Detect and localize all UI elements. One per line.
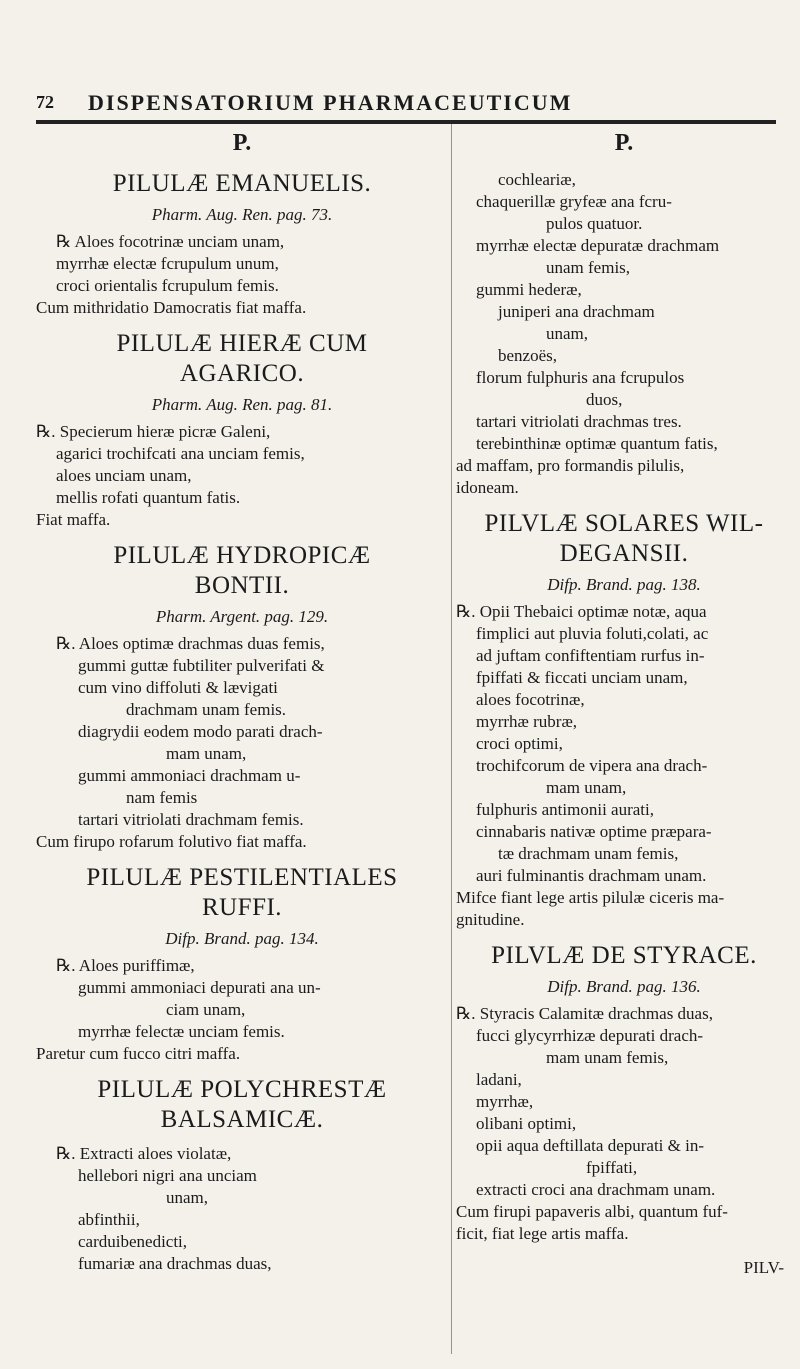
text-line: ficit, fiat lege artis maffa. [456, 1224, 629, 1243]
text-line: cum vino diffoluti & lævigati [78, 678, 278, 697]
text-line: extracti croci ana drachmam unam. [476, 1180, 716, 1199]
text-line: agarici trochifcati ana unciam femis, [56, 444, 305, 463]
recipe-section [36, 1075, 448, 1275]
recipe-title: PILULÆ PESTILENTIALES [86, 864, 398, 891]
text-line: ℞. Extracti aloes violatæ, [56, 1144, 232, 1163]
text-line: fulphuris antimonii aurati, [476, 800, 654, 819]
text-line: benzoës, [498, 346, 558, 365]
recipe-source: Pharm. Argent. pag. 129. [155, 607, 329, 626]
text-line: ℞. Aloes puriffimæ, [56, 956, 195, 975]
recipe-title: PILULÆ EMANUELIS. [112, 170, 372, 197]
header-rule [36, 120, 776, 124]
continued-recipe [456, 169, 792, 499]
text-line: tartari vitriolati drachmam femis. [78, 810, 304, 829]
text-line: cochleariæ, [498, 170, 576, 189]
text-line: carduibenedicti, [78, 1232, 188, 1251]
text-line: ℞. Specierum hieræ picræ Galeni, [36, 422, 271, 441]
section-letter: P. [232, 130, 252, 156]
recipe-title: RUFFI. [201, 894, 283, 921]
text-line: Cum firupo rofarum folutivo fiat maffa. [36, 832, 307, 851]
text-line: fimplici aut pluvia foluti,colati, ac [476, 624, 709, 643]
text-line: gummi ammoniaci depurati ana un- [78, 978, 321, 997]
text-line: myrrhæ felectæ unciam femis. [78, 1022, 285, 1041]
text-line: ℞. Aloes optimæ drachmas duas femis, [56, 634, 325, 653]
text-line: diagrydii eodem modo parati drach- [78, 722, 323, 741]
page-number: 72 [36, 92, 54, 112]
text-line: juniperi ana drachmam [498, 302, 655, 321]
text-line: duos, [586, 390, 623, 409]
page-header [36, 92, 776, 118]
text-line: nam femis [126, 788, 198, 807]
text-line: aloes unciam unam, [56, 466, 192, 485]
text-line: mellis rofati quantum fatis. [56, 488, 241, 507]
catchword: PILV- [743, 1258, 784, 1277]
text-line: chaquerillæ gryfeæ ana fcru- [476, 192, 672, 211]
text-line: olibani optimi, [476, 1114, 577, 1133]
text-line: gnitudine. [456, 910, 525, 929]
text-line: myrrhæ rubræ, [476, 712, 578, 731]
column-divider [451, 124, 452, 1354]
text-line: gummi hederæ, [476, 280, 582, 299]
recipe-title: PILVLÆ DE STYRACE. [491, 942, 757, 969]
text-line: myrrhæ electæ fcrupulum unum, [56, 254, 279, 273]
text-line: mam unam, [166, 744, 247, 763]
running-title: DISPENSATORIUM PHARMACEUTICUM [88, 90, 573, 115]
text-line: croci orientalis fcrupulum femis. [56, 276, 279, 295]
text-line: Cum firupi papaveris albi, quantum fuf- [456, 1202, 728, 1221]
right-column [456, 130, 792, 1279]
recipe-title: PILULÆ POLYCHRESTÆ [97, 1076, 387, 1103]
recipe-section [36, 541, 448, 853]
recipe-title: AGARICO. [179, 360, 305, 387]
text-line: terebinthinæ optimæ quantum fatis, [476, 434, 718, 453]
text-line: ℞ Aloes focotrinæ unciam unam, [56, 232, 285, 251]
recipe-source: Difp. Brand. pag. 136. [547, 977, 701, 996]
text-line: cinnabaris nativæ optime præpara- [476, 822, 712, 841]
text-line: myrrhæ, [476, 1092, 534, 1111]
recipe-source: Pharm. Aug. Ren. pag. 73. [151, 205, 333, 224]
text-line: ℞. Styracis Calamitæ drachmas duas, [456, 1004, 713, 1023]
recipe-title: BONTII. [194, 572, 290, 599]
text-line: fumariæ ana drachmas duas, [78, 1254, 272, 1273]
text-line: florum fulphuris ana fcrupulos [476, 368, 685, 387]
recipe-title: PILULÆ HIERÆ CUM [116, 330, 368, 357]
text-line: abfinthii, [78, 1210, 140, 1229]
text-line: Mifce fiant lege artis pilulæ ciceris ma- [456, 888, 725, 907]
text-line: ciam unam, [166, 1000, 246, 1019]
recipe-section [456, 941, 792, 1245]
text-line: fpiffati & ficcati unciam unam, [476, 668, 688, 687]
recipe-section [36, 863, 448, 1065]
text-line: Paretur cum fucco citri maffa. [36, 1044, 241, 1063]
recipe-title: PILVLÆ SOLARES WIL- [484, 510, 764, 537]
text-line: drachmam unam femis. [126, 700, 287, 719]
text-line: opii aqua deftillata depurati & in- [476, 1136, 705, 1155]
recipe-title: PILULÆ HYDROPICÆ [113, 542, 371, 569]
text-line: gummi ammoniaci drachmam u- [78, 766, 301, 785]
recipe-section [456, 509, 792, 931]
text-line: tartari vitriolati drachmas tres. [476, 412, 682, 431]
text-line: ad juftam confiftentiam rurfus in- [476, 646, 705, 665]
left-column [36, 130, 448, 1275]
text-line: auri fulminantis drachmam unam. [476, 866, 707, 885]
text-line: ladani, [476, 1070, 522, 1089]
text-line: Cum mithridatio Damocratis fiat maffa. [36, 298, 307, 317]
text-line: croci optimi, [476, 734, 563, 753]
text-line: unam, [546, 324, 589, 343]
text-line: trochifcorum de vipera ana drach- [476, 756, 708, 775]
text-line: mam unam femis, [546, 1048, 669, 1067]
recipe-source: Difp. Brand. pag. 134. [165, 929, 319, 948]
text-line: pulos quatuor. [546, 214, 643, 233]
text-line: mam unam, [546, 778, 627, 797]
text-line: unam, [166, 1188, 209, 1207]
text-line: Fiat maffa. [36, 510, 111, 529]
text-line: ad maffam, pro formandis pilulis, [456, 456, 685, 475]
text-line: hellebori nigri ana unciam [78, 1166, 257, 1185]
text-line: unam femis, [546, 258, 631, 277]
text-line: myrrhæ electæ depuratæ drachmam [476, 236, 720, 255]
recipe-section [36, 169, 448, 319]
text-line: fucci glycyrrhizæ depurati drach- [476, 1026, 704, 1045]
recipe-source: Difp. Brand. pag. 138. [547, 575, 701, 594]
text-line: aloes focotrinæ, [476, 690, 585, 709]
text-line: fpiffati, [586, 1158, 638, 1177]
recipe-section [36, 329, 448, 531]
recipe-title: BALSAMICÆ. [160, 1106, 324, 1133]
text-line: gummi guttæ fubtiliter pulverifati & [78, 656, 325, 675]
text-line: tæ drachmam unam femis, [498, 844, 679, 863]
recipe-title: DEGANSII. [559, 540, 689, 567]
text-line: idoneam. [456, 478, 519, 497]
text-line: ℞. Opii Thebaici optimæ notæ, aqua [456, 602, 707, 621]
section-letter: P. [614, 130, 634, 156]
recipe-source: Pharm. Aug. Ren. pag. 81. [151, 395, 333, 414]
